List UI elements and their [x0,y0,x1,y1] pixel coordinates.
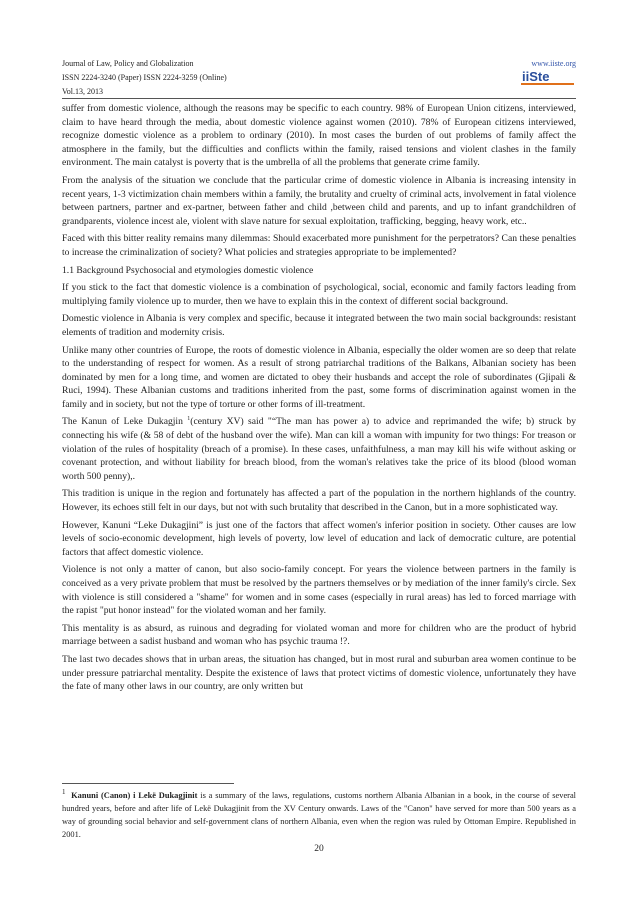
paragraph: The last two decades shows that in urban areas, the situation has changed, but in most rural and suburban area women continue to be under pressure patriarchal mentality. Despite the existence of laws that protect victims of domestic violence, unfortunately they have the fate of many other laws in our country, are only written but [62,653,576,693]
journal-url-link[interactable]: www.iiste.org [531,59,576,68]
section-heading: 1.1 Background Psychosocial and etymologies domestic violence [62,264,314,276]
kanun-text-end: (century XV) said "“The man has power a) to advice and reprimanded the wife; b) struck by connecting his wife (& 58 of debt of the husband over the wife). Man can kill a woman with impunity for two things: For treason or violation of the rules of hospitality (breach of a promise). In these cases, unfaithfulness, a man may kill his wife without asking or covenant protection, and without liability for breach blood, from the woman's relatives take the price of its blood (blood woman worth 500 penny),. [62,416,576,482]
logo-text: iiSte [522,69,550,84]
header-divider [62,98,576,99]
footnote-ref[interactable]: 1 [187,416,191,423]
paragraph: Faced with this bitter reality remains many dilemmas: Should exacerbated more punishment for the perpetrators? Can these penalties to increase the criminalization of society? What policies and strategies appropriate to be implemented? [62,233,576,258]
paragraph: This tradition is unique in the region and fortunately has affected a part of the population in the northern highlands of the country. However, its echoes still felt in our days, but not with such brutality that described in the Canon, but in a more sophisticated way. [62,488,576,514]
kanun-text-start: The Kanun of Leke Dukagjin [62,416,188,428]
footnote-number: 1 [62,788,66,796]
paragraph: Unlike many other countries of Europe, the roots of domestic violence in Albania, especially the older women are so deep that relate to the understanding of respect for women. As a result of strong patriarchal traditions of the Balkans, Albanian society has been dominated by men for a long time, and women are dictated to obey their husbands and accept the role of subordinates (Gjipali & Ruci, 1994). These Albanian customs and traditions inherited from the past, some forms of discrimination against women in the family and in society, but not the type of torture or other forms of ill-treatment. [62,344,576,410]
paragraph: From the analysis of the situation we conclude that the particular crime of domestic violence in Albania is increasing intensity in recent years, 1-3 victimization chain members within a family, the brutality and cruelty of criminal acts, involvement in fatal violence between partners, partner and ex-partner, between father and child ,between child and parents, and up to infant grandchildren of grandparents, violence incest ale, violent with slave nature for sexual exploitation, trafficking, begging, heavy work, etc.. [62,174,576,227]
paragraph: suffer from domestic violence, although the reasons may be specific to each country. 98% of European Union citizens, interviewed, claim to have heard through the media, about domestic violence against women (2010). 78% of European citizens interviewed, recognize domestic violence as a problem to ordinary (2010). In most cases the burden of out problems of family affect the atmosphere in the family, but the difficulties and conflicts within the family, raised tensions and violent clashes in the family environment. The main catalyst is poverty that is the umbrella of all the problems that generate crime family. [62,103,576,169]
footnote-title: Kanuni (Canon) i Lekë Dukagjinit [71,790,198,800]
paragraph: Domestic violence in Albania is very complex and specific, because it integrated between the two main social backgrounds: resistant elements of tradition and modernity crisis. [62,313,576,338]
journal-issn: ISSN 2224-3240 (Paper) ISSN 2224-3259 (Online) [62,73,227,82]
footnote-divider [62,783,234,784]
journal-volume: Vol.13, 2013 [62,87,103,96]
page-number: 20 [314,844,324,854]
body-text [62,102,576,698]
paragraph: Violence is not only a matter of canon, but also socio-family concept. For years the violence between partners in the family is conceived as a very private problem that must be resolved by the partners themselves or by mediation of the inner family's circle. Sex with violence is still considered a "shame" for women and in some cases (especially in rural areas) has led to forced marriage with the rapist "put honor instead" for the violated woman and her family. [62,564,576,617]
journal-title: Journal of Law, Policy and Globalization [62,59,194,68]
paragraph: However, Kanuni “Leke Dukagjini” is just one of the factors that affect women's inferior position in society. Other causes are low levels of socio-economic development, high levels of poverty, low level of education and lack of democratic culture, are potential factors that affect domestic violence. [62,519,576,558]
journal-header [62,57,576,99]
iiste-logo [519,69,576,87]
paragraph: This mentality is as absurd, as ruinous and degrading for violated woman and more for children who are the product of hybrid marriage between a sadist husband and woman who has psychic trauma !?. [62,622,576,648]
paragraph-kanun [62,415,576,483]
paragraph: If you stick to the fact that domestic violence is a combination of psychological, social, economic and family factors leading from multiplying family violence up to murder, then we have to explain this in the context of different social background. [62,282,576,307]
footnote-text: is a summary of the laws, regulations, customs northern Albania Albanian in a book, in the course of several hundred years, before and after life of Lekë Dukagjinit from the XV Century onwards. Laws of the "Canon" have served for more than 500 years as a way of grounding social behavior and self-government clans of northern Albania, even when the region was ruled by Ottoman Empire. Republished in 2001. [62,790,577,839]
footnote [62,786,576,841]
